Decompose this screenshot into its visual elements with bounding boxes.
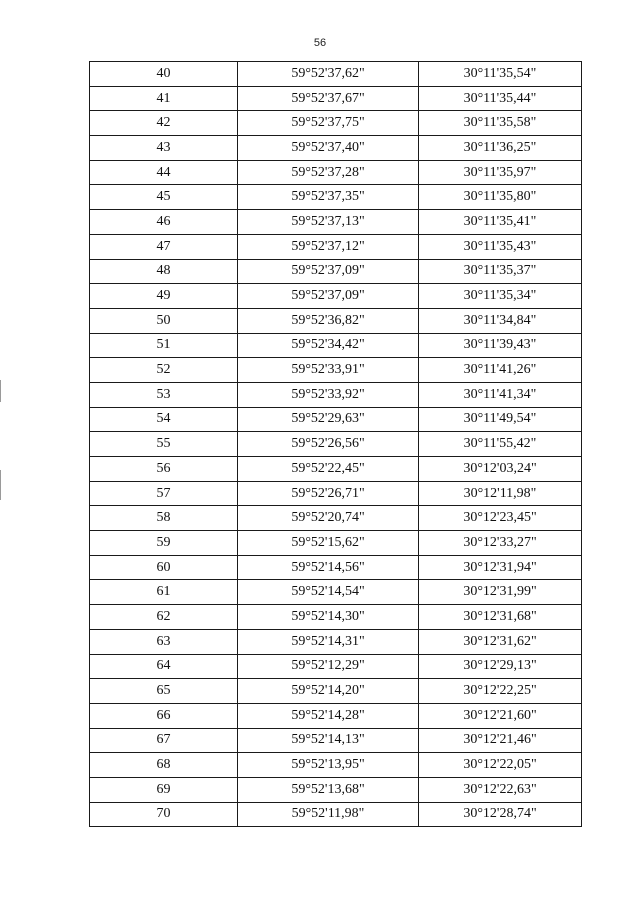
point-number-cell: 58 <box>90 506 238 531</box>
point-number-cell: 65 <box>90 679 238 704</box>
longitude-cell: 30°12'23,45" <box>419 506 582 531</box>
latitude-cell: 59°52'14,30" <box>238 605 419 630</box>
longitude-cell: 30°12'31,68" <box>419 605 582 630</box>
longitude-cell: 30°12'31,94" <box>419 555 582 580</box>
point-number-cell: 40 <box>90 62 238 87</box>
point-number-cell: 62 <box>90 605 238 630</box>
table-row <box>90 506 582 531</box>
table-row <box>90 432 582 457</box>
point-number-cell: 63 <box>90 629 238 654</box>
longitude-cell: 30°11'35,80" <box>419 185 582 210</box>
table-row <box>90 358 582 383</box>
table-row <box>90 753 582 778</box>
point-number-cell: 61 <box>90 580 238 605</box>
longitude-cell: 30°11'35,97" <box>419 160 582 185</box>
longitude-cell: 30°11'35,54" <box>419 62 582 87</box>
longitude-cell: 30°11'36,25" <box>419 136 582 161</box>
table-row <box>90 136 582 161</box>
latitude-cell: 59°52'34,42" <box>238 333 419 358</box>
latitude-cell: 59°52'37,28" <box>238 160 419 185</box>
latitude-cell: 59°52'29,63" <box>238 407 419 432</box>
latitude-cell: 59°52'11,98" <box>238 802 419 827</box>
longitude-cell: 30°11'55,42" <box>419 432 582 457</box>
table-row <box>90 111 582 136</box>
point-number-cell: 42 <box>90 111 238 136</box>
longitude-cell: 30°11'49,54" <box>419 407 582 432</box>
latitude-cell: 59°52'26,71" <box>238 481 419 506</box>
table-row <box>90 407 582 432</box>
latitude-cell: 59°52'22,45" <box>238 457 419 482</box>
latitude-cell: 59°52'37,12" <box>238 234 419 259</box>
table-row <box>90 308 582 333</box>
point-number-cell: 46 <box>90 210 238 235</box>
point-number-cell: 53 <box>90 382 238 407</box>
latitude-cell: 59°52'36,82" <box>238 308 419 333</box>
longitude-cell: 30°11'41,26" <box>419 358 582 383</box>
latitude-cell: 59°52'33,91" <box>238 358 419 383</box>
latitude-cell: 59°52'37,62" <box>238 62 419 87</box>
longitude-cell: 30°11'35,34" <box>419 284 582 309</box>
scan-edge-mark-bottom <box>0 470 1 500</box>
longitude-cell: 30°12'03,24" <box>419 457 582 482</box>
longitude-cell: 30°12'33,27" <box>419 531 582 556</box>
latitude-cell: 59°52'26,56" <box>238 432 419 457</box>
point-number-cell: 41 <box>90 86 238 111</box>
point-number-cell: 48 <box>90 259 238 284</box>
longitude-cell: 30°12'11,98" <box>419 481 582 506</box>
longitude-cell: 30°11'41,34" <box>419 382 582 407</box>
table-row <box>90 580 582 605</box>
point-number-cell: 56 <box>90 457 238 482</box>
table-row <box>90 185 582 210</box>
longitude-cell: 30°11'35,41" <box>419 210 582 235</box>
table-row <box>90 605 582 630</box>
longitude-cell: 30°11'39,43" <box>419 333 582 358</box>
table-row <box>90 234 582 259</box>
point-number-cell: 59 <box>90 531 238 556</box>
point-number-cell: 68 <box>90 753 238 778</box>
table-row <box>90 160 582 185</box>
point-number-cell: 49 <box>90 284 238 309</box>
longitude-cell: 30°11'35,37" <box>419 259 582 284</box>
latitude-cell: 59°52'14,20" <box>238 679 419 704</box>
table-row <box>90 210 582 235</box>
point-number-cell: 70 <box>90 802 238 827</box>
longitude-cell: 30°12'31,62" <box>419 629 582 654</box>
latitude-cell: 59°52'14,54" <box>238 580 419 605</box>
table-row <box>90 802 582 827</box>
longitude-cell: 30°12'31,99" <box>419 580 582 605</box>
longitude-cell: 30°12'28,74" <box>419 802 582 827</box>
table-row <box>90 86 582 111</box>
longitude-cell: 30°12'21,46" <box>419 728 582 753</box>
latitude-cell: 59°52'12,29" <box>238 654 419 679</box>
point-number-cell: 43 <box>90 136 238 161</box>
longitude-cell: 30°11'35,44" <box>419 86 582 111</box>
table-row <box>90 679 582 704</box>
latitude-cell: 59°52'14,28" <box>238 703 419 728</box>
table-row <box>90 382 582 407</box>
table-row <box>90 333 582 358</box>
point-number-cell: 66 <box>90 703 238 728</box>
longitude-cell: 30°12'21,60" <box>419 703 582 728</box>
point-number-cell: 54 <box>90 407 238 432</box>
latitude-cell: 59°52'37,40" <box>238 136 419 161</box>
point-number-cell: 44 <box>90 160 238 185</box>
table-row <box>90 481 582 506</box>
latitude-cell: 59°52'33,92" <box>238 382 419 407</box>
point-number-cell: 67 <box>90 728 238 753</box>
latitude-cell: 59°52'14,13" <box>238 728 419 753</box>
latitude-cell: 59°52'37,09" <box>238 259 419 284</box>
longitude-cell: 30°12'22,63" <box>419 777 582 802</box>
scan-edge-mark-top <box>0 380 1 402</box>
page-number: 56 <box>313 37 327 49</box>
table-row <box>90 728 582 753</box>
coordinates-table <box>89 61 582 827</box>
latitude-cell: 59°52'37,35" <box>238 185 419 210</box>
table-row <box>90 284 582 309</box>
point-number-cell: 57 <box>90 481 238 506</box>
longitude-cell: 30°11'35,43" <box>419 234 582 259</box>
point-number-cell: 45 <box>90 185 238 210</box>
latitude-cell: 59°52'37,75" <box>238 111 419 136</box>
table-row <box>90 555 582 580</box>
point-number-cell: 60 <box>90 555 238 580</box>
latitude-cell: 59°52'13,95" <box>238 753 419 778</box>
latitude-cell: 59°52'14,56" <box>238 555 419 580</box>
longitude-cell: 30°11'34,84" <box>419 308 582 333</box>
table-row <box>90 654 582 679</box>
point-number-cell: 50 <box>90 308 238 333</box>
table-row <box>90 531 582 556</box>
latitude-cell: 59°52'37,13" <box>238 210 419 235</box>
latitude-cell: 59°52'14,31" <box>238 629 419 654</box>
point-number-cell: 55 <box>90 432 238 457</box>
latitude-cell: 59°52'13,68" <box>238 777 419 802</box>
point-number-cell: 64 <box>90 654 238 679</box>
table-row <box>90 259 582 284</box>
table-row <box>90 62 582 87</box>
point-number-cell: 52 <box>90 358 238 383</box>
coordinates-table-body <box>90 62 582 827</box>
table-row <box>90 457 582 482</box>
table-row <box>90 777 582 802</box>
longitude-cell: 30°12'29,13" <box>419 654 582 679</box>
latitude-cell: 59°52'15,62" <box>238 531 419 556</box>
table-row <box>90 703 582 728</box>
longitude-cell: 30°12'22,05" <box>419 753 582 778</box>
point-number-cell: 47 <box>90 234 238 259</box>
point-number-cell: 69 <box>90 777 238 802</box>
point-number-cell: 51 <box>90 333 238 358</box>
latitude-cell: 59°52'37,67" <box>238 86 419 111</box>
latitude-cell: 59°52'37,09" <box>238 284 419 309</box>
latitude-cell: 59°52'20,74" <box>238 506 419 531</box>
table-row <box>90 629 582 654</box>
longitude-cell: 30°11'35,58" <box>419 111 582 136</box>
longitude-cell: 30°12'22,25" <box>419 679 582 704</box>
